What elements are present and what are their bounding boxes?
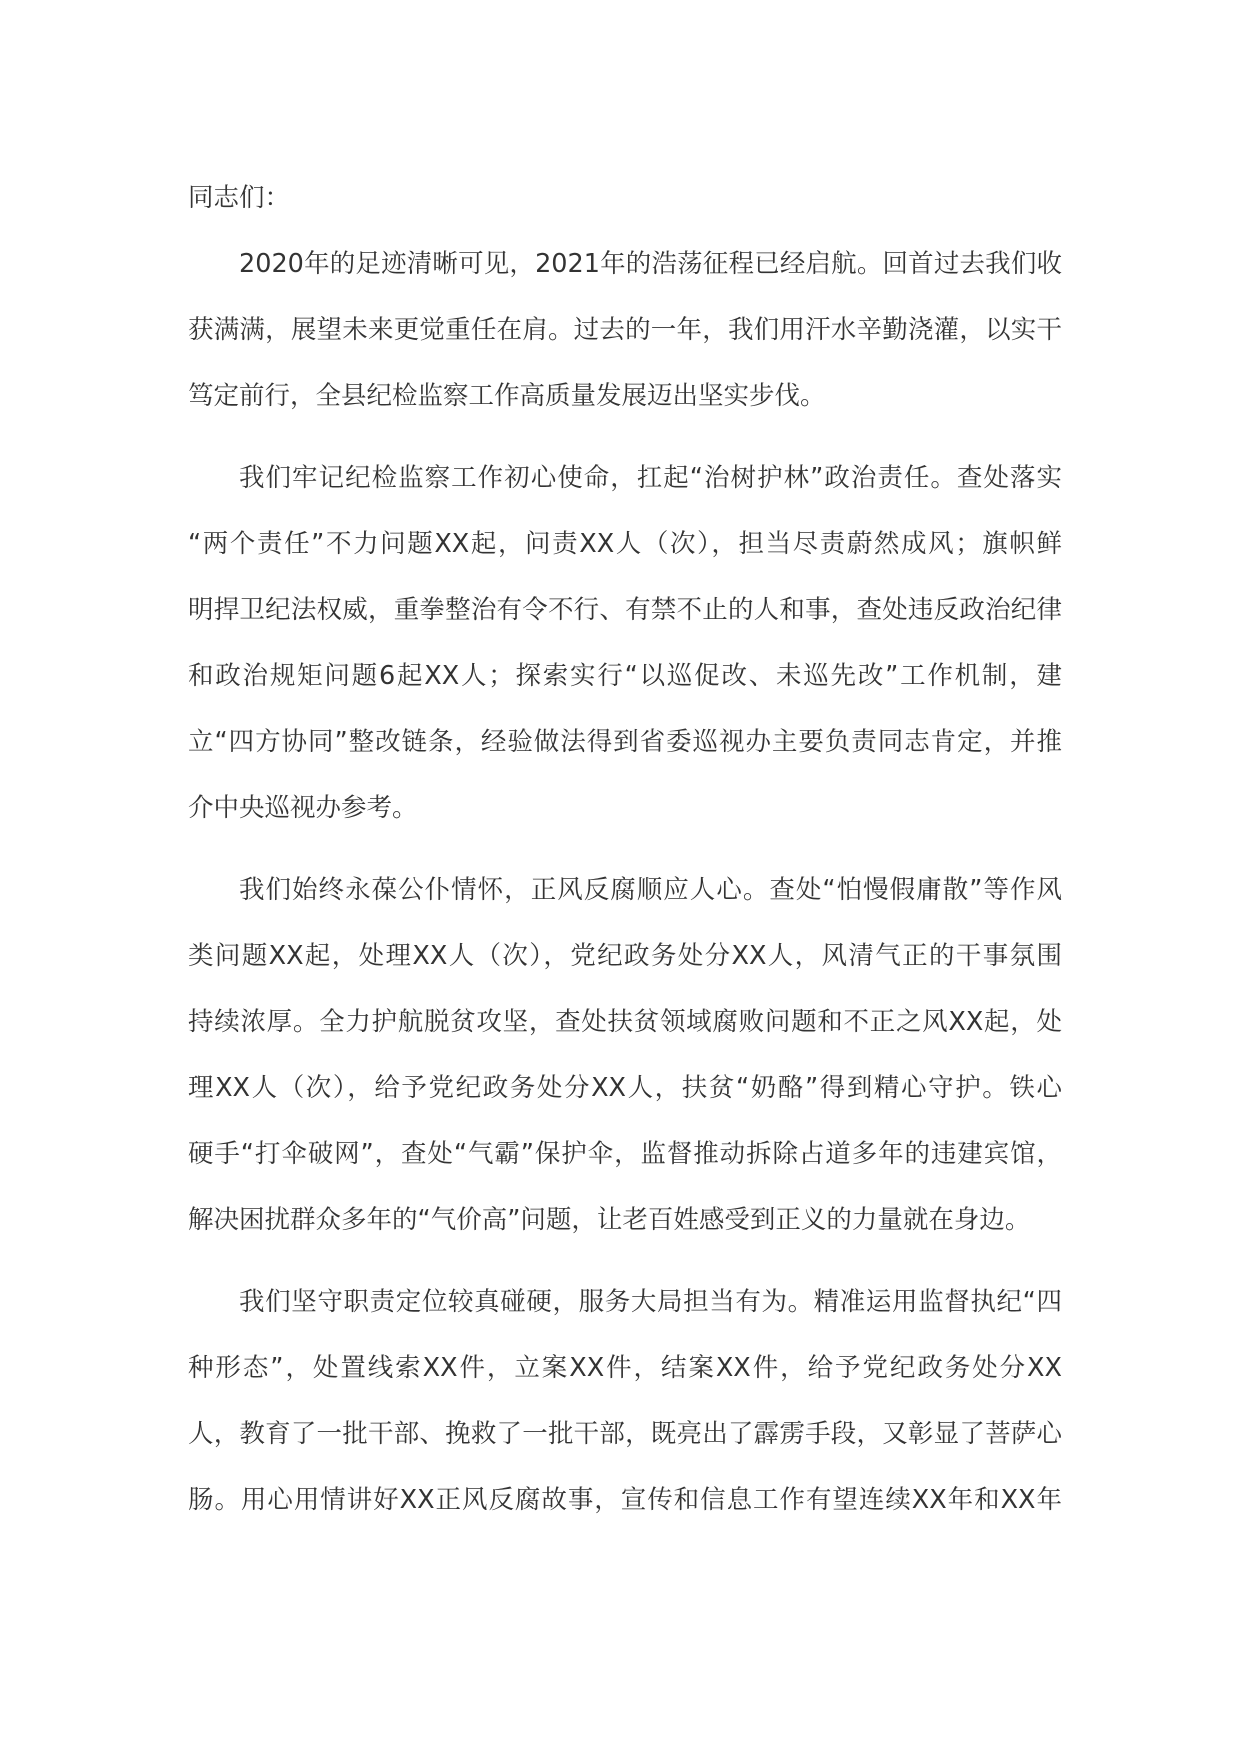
greeting-paragraph [188, 165, 1062, 231]
paragraph-line: 硬手“打伞破网”，查处“气霸”保护伞，监督推动拆除占道多年的违建宾馆， [188, 1139, 1062, 1169]
paragraph-line: 理XX人（次），给予党纪政务处分XX人，扶贫“奶酪”得到精心守护。铁心 [188, 1073, 1062, 1103]
document-body [188, 165, 1062, 1533]
body-paragraph [188, 231, 1062, 429]
paragraph-line: 类问题XX起，处理XX人（次），党纪政务处分XX人，风清气正的干事氛围 [188, 941, 1062, 971]
paragraph-line: 解决困扰群众多年的“气价高”问题，让老百姓感受到正义的力量就在身边。 [188, 1205, 1031, 1235]
paragraph-line: 种形态”，处置线索XX件，立案XX件，结案XX件，给予党纪政务处分XX [188, 1353, 1062, 1383]
paragraph-line: 我们牢记纪检监察工作初心使命，扛起“治树护林”政治责任。查处落实 [239, 463, 1062, 493]
paragraph-line: 我们坚守职责定位较真碰硬，服务大局担当有为。精准运用监督执纪“四 [239, 1287, 1062, 1317]
paragraph-line: 肠。用心用情讲好XX正风反腐故事，宣传和信息工作有望连续XX年和XX年 [188, 1485, 1062, 1515]
paragraph-line: 和政治规矩问题6起XX人；探索实行“以巡促改、未巡先改”工作机制，建 [188, 661, 1062, 691]
paragraph-line: 获满满，展望未来更觉重任在肩。过去的一年，我们用汗水辛勤浇灌，以实干 [188, 315, 1062, 345]
paragraph-line: “两个责任”不力问题XX起，问责XX人（次），担当尽责蔚然成风；旗帜鲜 [188, 529, 1062, 559]
paragraph-line: 立“四方协同”整改链条，经验做法得到省委巡视办主要负责同志肯定，并推 [188, 727, 1062, 757]
paragraph-line: 2020年的足迹清晰可见，2021年的浩荡征程已经启航。回首过去我们收 [239, 249, 1062, 279]
paragraph-line: 明捍卫纪法权威，重拳整治有令不行、有禁不止的人和事，查处违反政治纪律 [188, 595, 1062, 625]
paragraph-line: 人，教育了一批干部、挽救了一批干部，既亮出了霹雳手段，又彰显了菩萨心 [188, 1419, 1062, 1449]
body-paragraph [188, 857, 1062, 1253]
body-paragraph [188, 1269, 1062, 1533]
paragraphs-container [188, 231, 1062, 1533]
paragraph-line: 我们始终永葆公仆情怀，正风反腐顺应人心。查处“怕慢假庸散”等作风 [239, 875, 1062, 905]
greeting-line: 同志们： [188, 183, 291, 213]
paragraph-line: 笃定前行，全县纪检监察工作高质量发展迈出坚实步伐。 [188, 381, 826, 411]
paragraph-line: 介中央巡视办参考。 [188, 793, 418, 823]
body-paragraph [188, 445, 1062, 841]
paragraph-line: 持续浓厚。全力护航脱贫攻坚，查处扶贫领域腐败问题和不正之风XX起，处 [188, 1007, 1062, 1037]
